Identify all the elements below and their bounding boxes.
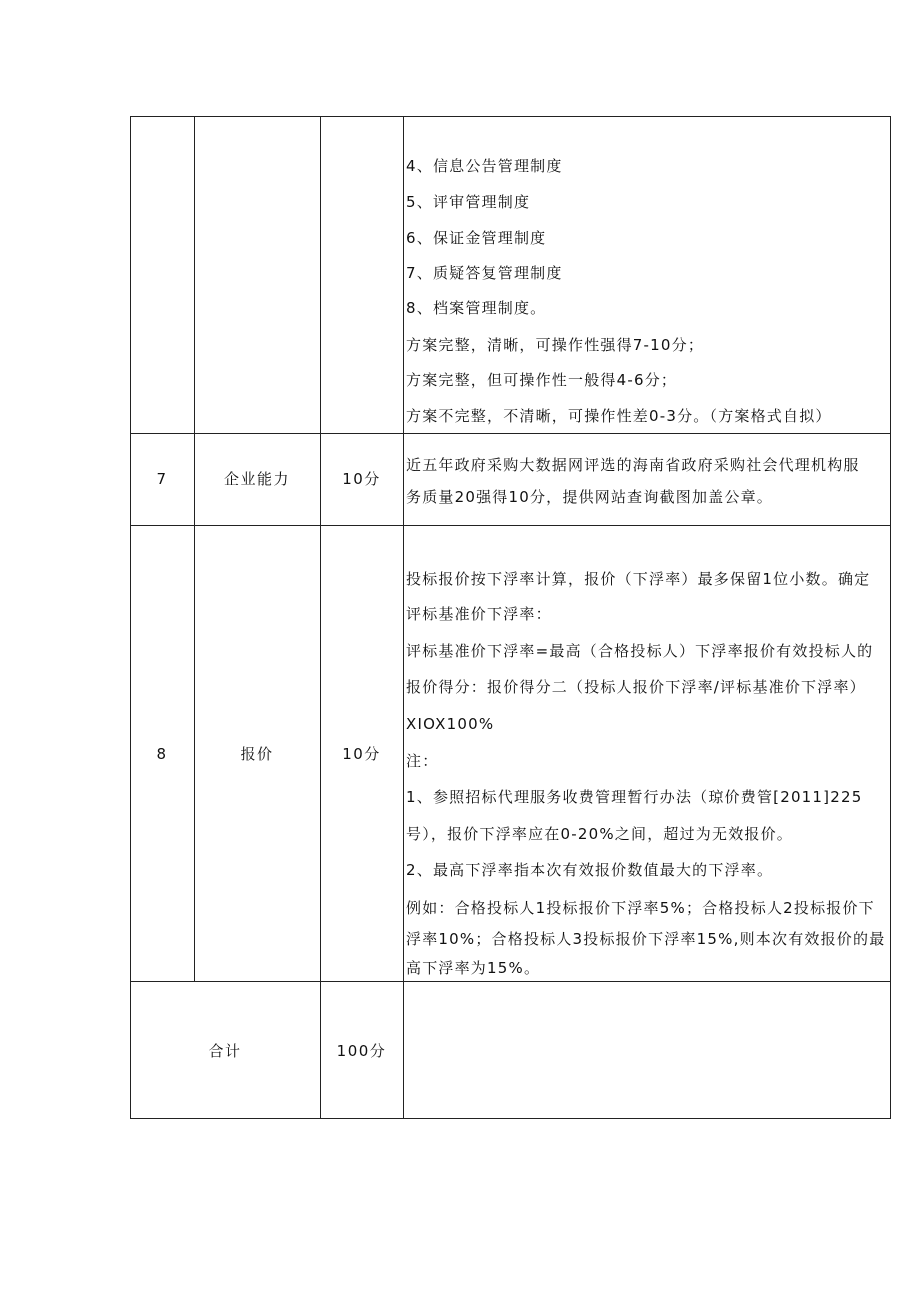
column-divider-number [194,116,195,981]
row-score: 10分 [342,745,381,763]
criteria-line: 1、参照招标代理服务收费管理暂行办法（琼价费管[2011]225 [406,788,863,806]
table-border-right [890,116,891,1119]
row-number: 8 [156,745,168,763]
total-label: 合计 [208,1042,242,1060]
table-border-top [130,116,891,117]
row-divider-total [130,981,891,982]
total-score: 100分 [336,1042,387,1060]
continuation-criteria [406,157,888,429]
criteria-line: 务质量20强得10分，提供网站查询截图加盖公章。 [406,488,773,506]
criteria-line: 注： [406,752,439,770]
criteria-line: 近五年政府采购大数据网评选的海南省政府采购社会代理机构服 [406,456,860,474]
criteria-line: 方案完整，但可操作性一般得4-6分； [406,371,678,389]
row-divider-7 [130,433,891,434]
column-divider-score [403,116,404,1119]
criteria-line: XIOX100% [406,715,495,733]
column-divider-item [320,116,321,1119]
criteria-line: 浮率10%；合格投标人3投标报价下浮率15%,则本次有效报价的最 [406,930,886,948]
row-criteria [406,570,888,978]
table-border-bottom [130,1118,891,1119]
criteria-line: 方案完整，清晰，可操作性强得7-10分； [406,336,705,354]
criteria-line: 高下浮率为15%。 [406,959,541,977]
row-criteria [406,456,888,516]
criteria-line: 5、评审管理制度 [406,193,531,211]
table-border-left [130,116,131,1119]
row-item: 报价 [240,745,274,763]
criteria-line: 例如：合格投标人1投标报价下浮率5%；合格投标人2投标报价下 [406,899,875,917]
criteria-line: 8、档案管理制度。 [406,299,547,317]
criteria-line: 报价得分：报价得分二（投标人报价下浮率/评标基准价下浮率） [406,678,866,696]
criteria-line: 7、质疑答复管理制度 [406,264,563,282]
criteria-line: 号），报价下浮率应在0-20%之间，超过为无效报价。 [406,825,793,843]
criteria-line: 投标报价按下浮率计算，报价（下浮率）最多保留1位小数。确定 [406,570,871,588]
criteria-line: 4、信息公告管理制度 [406,157,563,175]
row-divider-8 [130,525,891,526]
criteria-line: 评标基准价下浮率： [406,605,552,623]
row-score: 10分 [342,470,381,488]
criteria-line: 2、最高下浮率指本次有效报价数值最大的下浮率。 [406,861,774,879]
criteria-line: 评标基准价下浮率=最高（合格投标人）下浮率报价有效投标人的 [406,642,874,660]
criteria-line: 6、保证金管理制度 [406,229,547,247]
row-number: 7 [156,470,168,488]
criteria-line: 方案不完整，不清晰，可操作性差0-3分。（方案格式自拟） [406,407,832,425]
row-item: 企业能力 [223,470,290,488]
